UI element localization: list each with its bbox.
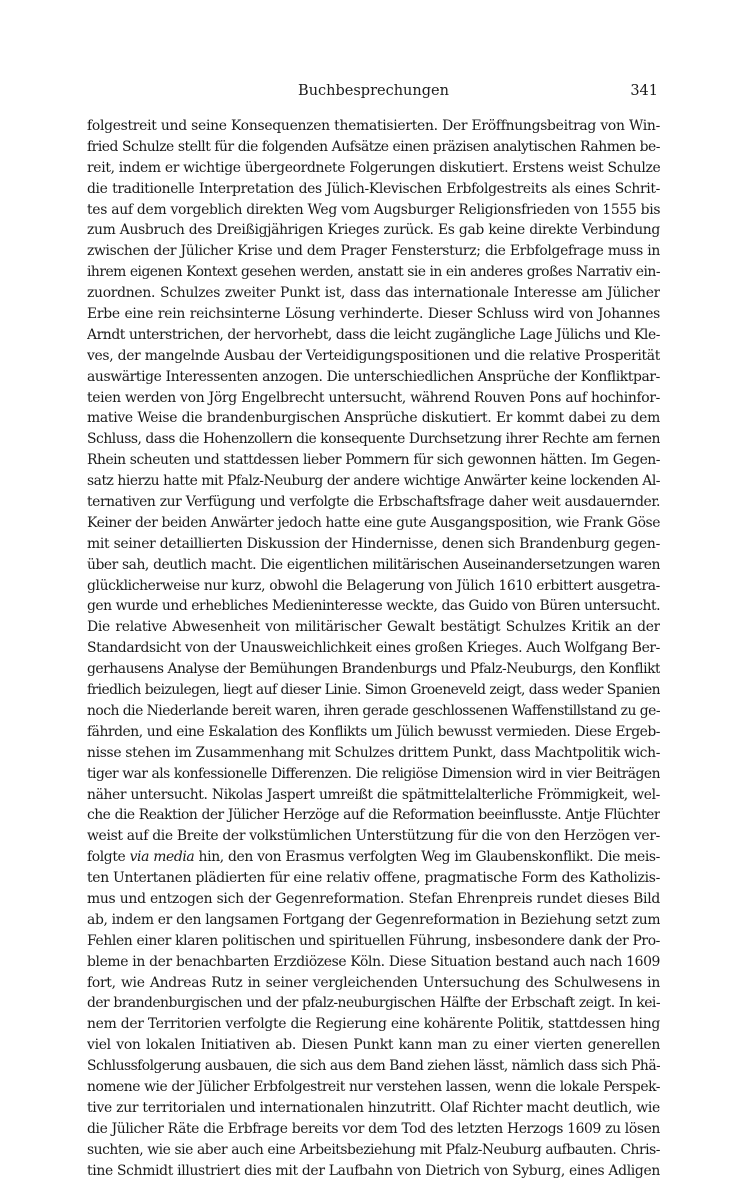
text-line: zwischen der Jülicher Krise und dem Prager Fenstersturz; die Erbfolgefrage muss in [87,243,660,260]
text-line: che die Reaktion der Jülicher Herzöge auf die Reformation beeinflusste. Antje Flüchter [87,807,660,824]
running-title: Buchbesprechungen [298,83,449,99]
text-line: auswärtige Interessenten anzogen. Die unterschiedlichen Ansprüche der Konfliktpar- [87,368,660,385]
text-line-with-emphasis [87,847,660,868]
text-line: satz hierzu hatte mit Pfalz-Neuburg der andere wichtige Anwärter keine lockenden Al- [87,473,660,490]
text-line: viel von lokalen Initiativen ab. Diesen Punkt kann man zu einer vierten generellen [87,1037,660,1054]
text-line: tes auf dem vorgeblich direkten Weg vom Augsburger Religionsfrieden von 1555 bis [87,201,660,218]
page-number: 341 [630,83,658,99]
text-line: nem der Territorien verfolgte die Regierung eine kohärente Politik, stattdessen hing [87,1016,660,1033]
text-line: gerhausens Analyse der Bemühungen Brandenburgs und Pfalz-Neuburgs, den Konflikt [87,661,660,678]
text-line: Keiner der beiden Anwärter jedoch hatte eine gute Ausgangsposition, wie Frank Göse [87,514,660,531]
body-text [87,116,660,1202]
text-segment: hin, den von Erasmus verfolgten Weg im Glaubenskonflikt. Die meis- [194,849,660,866]
text-line: Schluss, dass die Hohenzollern die konsequente Durchsetzung ihrer Rechte am fernen [87,431,660,448]
text-line: Rhein scheuten und stattdessen lieber Pommern für sich gewonnen hätten. Im Gegen- [87,452,660,469]
text-line: folgestreit und seine Konsequenzen thematisierten. Der Eröffnungsbeitrag von Win- [87,118,660,134]
text-line: ves, der mangelnde Ausbau der Verteidigungspositionen und die relative Prosperität [87,347,660,364]
text-line: mative Weise die brandenburgischen Ansprüche diskutiert. Er kommt dabei zu dem [87,410,660,427]
text-line: Arndt unterstrichen, der hervorhebt, dass die leicht zugängliche Lage Jülichs und Kle- [87,326,660,343]
text-line: tine Schmidt illustriert dies mit der Laufbahn von Dietrich von Syburg, eines Adligen [87,1162,660,1179]
text-line: tiger war als konfessionelle Differenzen. Die religiöse Dimension wird in vier Beiträgen [87,765,660,782]
text-line: nisse stehen im Zusammenhang mit Schulzes drittem Punkt, dass Machtpolitik wich- [87,744,660,761]
text-line: fort, wie Andreas Rutz in seiner vergleichenden Untersuchung des Schulwesens in [87,974,660,991]
text-line: zum Ausbruch des Dreißigjährigen Krieges zurück. Es gab keine direkte Verbindung [87,222,660,239]
text-line: ihrem eigenen Kontext gesehen werden, anstatt sie in ein anderes großes Narrativ ein- [87,264,660,281]
text-line: Die relative Abwesenheit von militärischer Gewalt bestätigt Schulzes Kritik an der [87,619,660,636]
emphasized-term: via media [129,849,195,866]
text-line: fährden, und eine Eskalation des Konflikts um Jülich bewusst vermieden. Diese Ergeb- [87,723,660,740]
text-line: die traditionelle Interpretation des Jülich-Klevischen Erbfolgestreits als eines Schrit- [87,180,660,197]
text-line: mus und entzogen sich der Gegenreformation. Stefan Ehrenpreis rundet dieses Bild [87,890,660,907]
text-line: Standardsicht von der Unausweichlichkeit eines großen Krieges. Auch Wolfgang Ber- [87,640,660,657]
text-line: nomene wie der Jülicher Erbfolgestreit nur verstehen lassen, wenn die lokale Perspek- [87,1078,660,1095]
text-line: ten Untertanen plädierten für eine relativ offene, pragmatische Form des Katholizis- [87,870,660,887]
text-line [87,1181,660,1202]
text-line: mit seiner detaillierten Diskussion der Hindernisse, denen sich Brandenburg gegen- [87,535,660,552]
text-line: teien werden von Jörg Engelbrecht untersucht, während Rouven Pons auf hochinfor- [87,389,660,406]
text-line: reit, indem er wichtige übergeordnete Folgerungen diskutiert. Erstens weist Schulze [87,159,660,176]
text-line: Schlussfolgerung ausbauen, die sich aus dem Band ziehen lässt, nämlich dass sich Phä- [87,1058,660,1075]
text-segment: folgte [87,849,130,866]
text-line: der brandenburgischen und der pfalz-neuburgischen Hälfte der Erbschaft zeigt. In kei- [87,995,660,1012]
running-head [87,80,660,102]
text-line: fried Schulze stellt für die folgenden Aufsätze einen präzisen analytischen Rahmen be- [87,138,660,155]
text-line: über sah, deutlich macht. Die eigentlichen militärischen Auseinandersetzungen waren [87,556,660,573]
text-line: tive zur territorialen und internationalen hinzutritt. Olaf Richter macht deutlich, wie [87,1099,660,1116]
text-line: Fehlen einer klaren politischen und spirituellen Führung, insbesondere dank der Pro- [87,932,660,949]
text-line: näher untersucht. Nikolas Jaspert umreißt die spätmittelalterliche Frömmigkeit, wel- [87,786,660,803]
text-line: die Jülicher Räte die Erbfrage bereits vor dem Tod des letzten Herzogs 1609 zu lösen [87,1120,660,1137]
text-line: friedlich beizulegen, liegt auf dieser Linie. Simon Groeneveld zeigt, dass weder Spanien [87,682,660,699]
text-line: gen wurde und erhebliches Medieninteresse weckte, das Guido von Büren untersucht. [87,598,660,615]
text-line: bleme in der benachbarten Erzdiözese Köln. Diese Situation bestand auch nach 1609 [87,953,660,970]
text-line: suchten, wie sie aber auch eine Arbeitsbeziehung mit Pfalz-Neuburg aufbauten. Chris- [87,1141,660,1158]
text-line: noch die Niederlande bereit waren, ihren gerade geschlossenen Waffenstillstand zu ge- [87,702,660,719]
text-line: zuordnen. Schulzes zweiter Punkt ist, dass das internationale Interesse am Jülicher [87,285,660,302]
text-line: ab, indem er den langsamen Fortgang der Gegenreformation in Beziehung setzt zum [87,911,660,928]
text-line: glücklicherweise nur kurz, obwohl die Belagerung von Jülich 1610 erbittert ausgetra- [87,577,660,594]
text-line: Erbe eine rein reichsinterne Lösung verhinderte. Dieser Schluss wird von Johannes [87,306,660,323]
text-line: weist auf die Breite der volkstümlichen Unterstützung für die von den Herzögen ver- [87,828,660,845]
text-line: ternativen zur Verfügung und verfolgte die Erbschaftsfrage daher weit ausdauernder. [87,494,660,511]
